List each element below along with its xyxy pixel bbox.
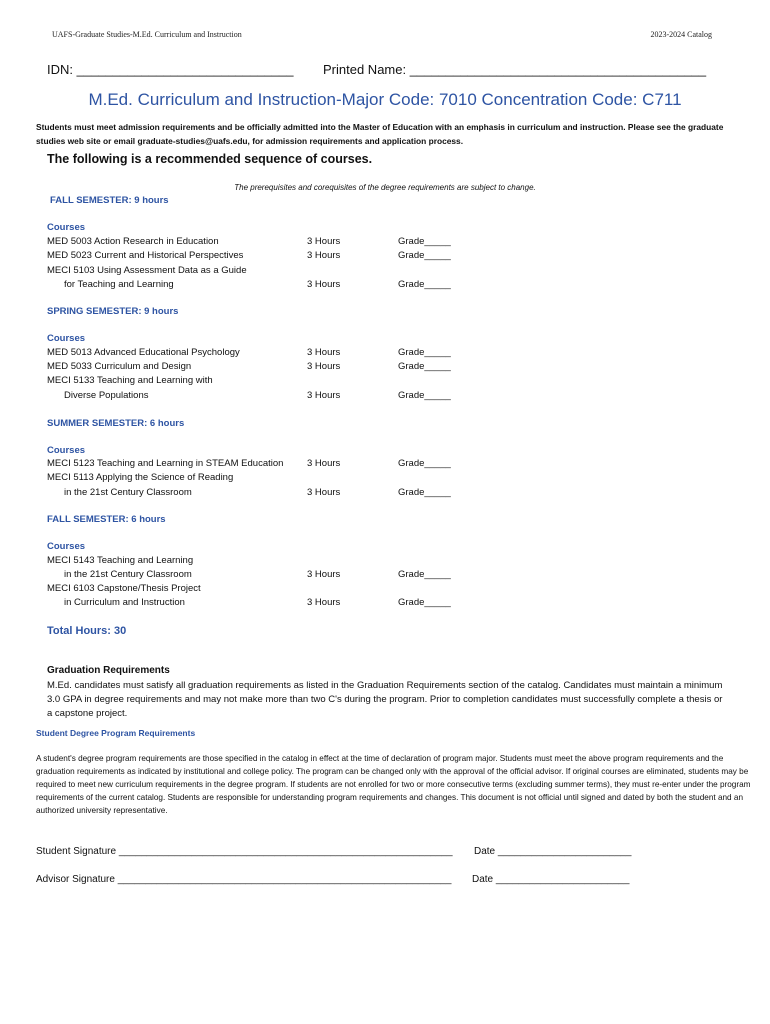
course-line: MECI 5133 Teaching and Learning with <box>47 375 213 386</box>
graduation-heading: Graduation Requirements <box>47 665 170 676</box>
semester-title: SUMMER SEMESTER: 6 hours <box>47 418 185 429</box>
course-hours: 3 Hours <box>307 236 341 247</box>
course-line: MECI 5103 Using Assessment Data as a Guide <box>47 265 247 276</box>
course-hours: 3 Hours <box>307 458 341 469</box>
prereq-note: The prerequisites and corequisites of the degree requirements are subject to change. <box>234 183 536 192</box>
course-grade: Grade_____ <box>398 361 451 372</box>
course-line: MECI 5123 Teaching and Learning in STEAM Education <box>47 458 284 469</box>
header-left: UAFS-Graduate Studies-M.Ed. Curriculum and Instruction <box>52 30 242 39</box>
courses-label: Courses <box>47 541 86 552</box>
advisor-signature-line: Advisor Signature ____________________________________________________________ <box>36 874 452 885</box>
course-line: MED 5013 Advanced Educational Psychology <box>47 347 240 358</box>
student-degree-text: A student's degree program requirements are those specified in the catalog in effect at the time of declaration of program major. Students must meet the above program requirements and the graduation requirements as indicated by institutional and college policy. The program can be changed only with the approval of the official advisor. If original courses are eliminated, students may be required to meet new curriculum requirements in the degree program. If students are not enrolled for two or more consecutive terms (excluding summer terms), they must re-enter under the program requirements of the current catalog. Students are responsible for understanding program requirements and changes. This document is not official until signed and dated by both the student and an authorized university representative. <box>36 754 751 815</box>
course-line-continued: in Curriculum and Instruction <box>64 597 185 608</box>
courses-label: Courses <box>47 333 86 344</box>
course-grade: Grade_____ <box>398 347 451 358</box>
courses-label: Courses <box>47 222 86 233</box>
course-hours: 3 Hours <box>307 390 341 401</box>
semester-title: FALL SEMESTER: 6 hours <box>47 514 166 525</box>
course-line-continued: in the 21st Century Classroom <box>64 569 192 580</box>
student-signature-line: Student Signature ____________________________________________________________ <box>36 846 453 857</box>
course-line: MED 5023 Current and Historical Perspectives <box>47 250 244 261</box>
student-degree-heading: Student Degree Program Requirements <box>36 728 196 738</box>
course-grade: Grade_____ <box>398 458 451 469</box>
courses-label: Courses <box>47 445 86 456</box>
course-line: MED 5003 Action Research in Education <box>47 236 219 247</box>
course-line: MED 5033 Curriculum and Design <box>47 361 192 372</box>
course-hours: 3 Hours <box>307 569 341 580</box>
course-grade: Grade_____ <box>398 250 451 261</box>
student-date-line: Date ________________________ <box>474 846 632 857</box>
course-hours: 3 Hours <box>307 279 341 290</box>
graduation-text: M.Ed. candidates must satisfy all graduation requirements as listed in the Graduation Requirements section of the catalog. Candidates must maintain a minimum 3.0 GPA in degree requirements and may not make more than two C's during the program. Prior to completion candidates must successfully complete a thesis or a capstone project. <box>47 680 723 719</box>
printed-name-field: Printed Name: _________________________________________ <box>323 62 707 77</box>
course-hours: 3 Hours <box>307 487 341 498</box>
course-line-continued: Diverse Populations <box>64 390 149 401</box>
course-grade: Grade_____ <box>398 390 451 401</box>
total-hours: Total Hours: 30 <box>47 625 127 637</box>
course-line-continued: in the 21st Century Classroom <box>64 487 192 498</box>
course-grade: Grade_____ <box>398 279 451 290</box>
intro-text: Students must meet admission requirements and be officially admitted into the Master of Education with an emphasis in curriculum and instruction. Please see the graduate studies web site or email graduate-studies@uafs.edu, for admission requirements and application process. <box>36 122 724 146</box>
course-hours: 3 Hours <box>307 250 341 261</box>
course-grade: Grade_____ <box>398 487 451 498</box>
header-right: 2023-2024 Catalog <box>650 30 712 39</box>
course-line: MECI 6103 Capstone/Thesis Project <box>47 583 201 594</box>
course-line-continued: for Teaching and Learning <box>64 279 174 290</box>
course-grade: Grade_____ <box>398 569 451 580</box>
advisor-date-line: Date ________________________ <box>472 874 630 885</box>
course-grade: Grade_____ <box>398 597 451 608</box>
semester-title: SPRING SEMESTER: 9 hours <box>47 306 179 317</box>
course-grade: Grade_____ <box>398 236 451 247</box>
course-hours: 3 Hours <box>307 347 341 358</box>
semester-title: FALL SEMESTER: 9 hours <box>50 195 169 206</box>
course-hours: 3 Hours <box>307 597 341 608</box>
page-title: M.Ed. Curriculum and Instruction-Major Code: 7010 Concentration Code: C711 <box>88 90 682 109</box>
recommended-heading: The following is a recommended sequence of courses. <box>47 152 373 166</box>
course-line: MECI 5143 Teaching and Learning <box>47 555 194 566</box>
course-line: MECI 5113 Applying the Science of Reading <box>47 472 234 483</box>
idn-field: IDN: ______________________________ <box>47 62 294 77</box>
course-hours: 3 Hours <box>307 361 341 372</box>
